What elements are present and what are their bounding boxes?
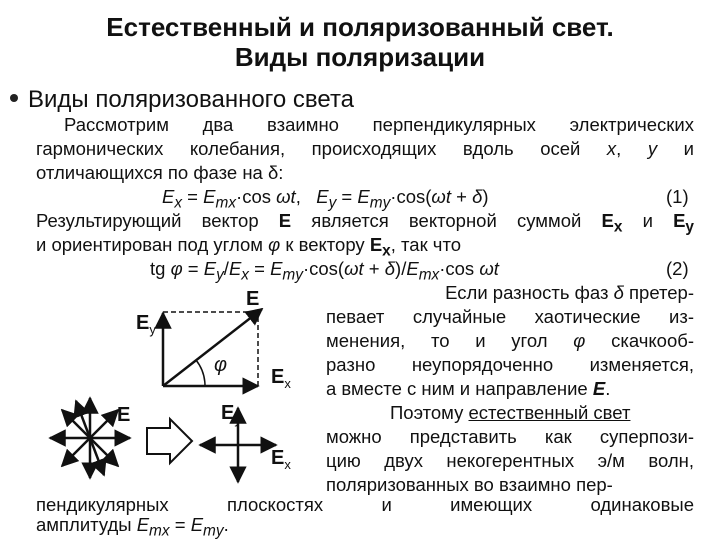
right-line-3: менения, то и угол φ скачкооб- — [326, 330, 695, 351]
para1-line2: гармонических колебания, происходящих вдоль осей x, y и — [36, 138, 695, 159]
phi-arc — [196, 360, 205, 386]
right-line-2: певает случайные хаотические из- — [326, 306, 694, 327]
block-arrow-icon — [147, 419, 192, 463]
bottom-line-1: пендикулярных плоскостях и имеющих одинаковые — [36, 494, 694, 515]
e-vector — [163, 309, 262, 386]
label-ex-lower: $E_x$ — [271, 447, 291, 472]
equation-2-number: (2) — [666, 258, 689, 279]
term-natural-light: естественный свет — [468, 402, 631, 423]
right-line-9: поляризованных во взаимно пер- — [326, 474, 613, 495]
slide-title-line1: Естественный и поляризованный свет. — [106, 12, 614, 42]
para1-line3: отличающихся по фазе на δ: — [36, 162, 284, 183]
label-ex: $E_x$ — [271, 366, 291, 391]
label-phi: φ — [214, 354, 228, 376]
label-ey: $E_y$ — [136, 312, 156, 337]
equation-1: $E_x = E_{mx}\cdot\cos$ ωt, $E_y = E_{my}\cdot\cos(\omega t + \delta)$ — [162, 186, 489, 212]
right-line-6: Поэтому естественный свет — [390, 402, 631, 423]
slide-title-line2: Виды поляризации — [234, 42, 486, 72]
label-e-natural: E — [117, 404, 131, 426]
right-line-7: можно представить как суперпози- — [326, 426, 694, 447]
para2-line1: Результирующий вектор E является векторной суммой $E_x$ и $E_y$ — [36, 210, 694, 236]
equation-1-number: (1) — [666, 186, 689, 207]
vector-diagram-upper — [163, 309, 262, 386]
bottom-line-2: амплитуды $E_{mx} = E_{my}$. — [36, 514, 229, 540]
label-e: E — [246, 288, 260, 310]
right-line-1: Если разность фаз δ претер- — [445, 282, 694, 303]
right-line-4: разно неупорядоченно изменяется, — [326, 354, 694, 375]
label-ey-lower: $E_y$ — [221, 402, 241, 427]
equation-2: tg $\varphi = E_y/E_x = E_{my}\cdot\cos(\omega t + \delta)/E_{mx}\cdot\cos$ ωt — [150, 258, 499, 284]
bullet-text: Виды поляризованного света — [28, 86, 355, 113]
right-line-8: цию двух некогерентных э/м волн, — [326, 450, 694, 471]
right-line-5: а вместе с ним и направление E. — [326, 378, 611, 399]
para1-line1: Рассмотрим два взаимно перпендикулярных электрических — [64, 114, 694, 135]
para2-line2: и ориентирован под углом φ к вектору $E_x$, так что — [36, 234, 461, 260]
